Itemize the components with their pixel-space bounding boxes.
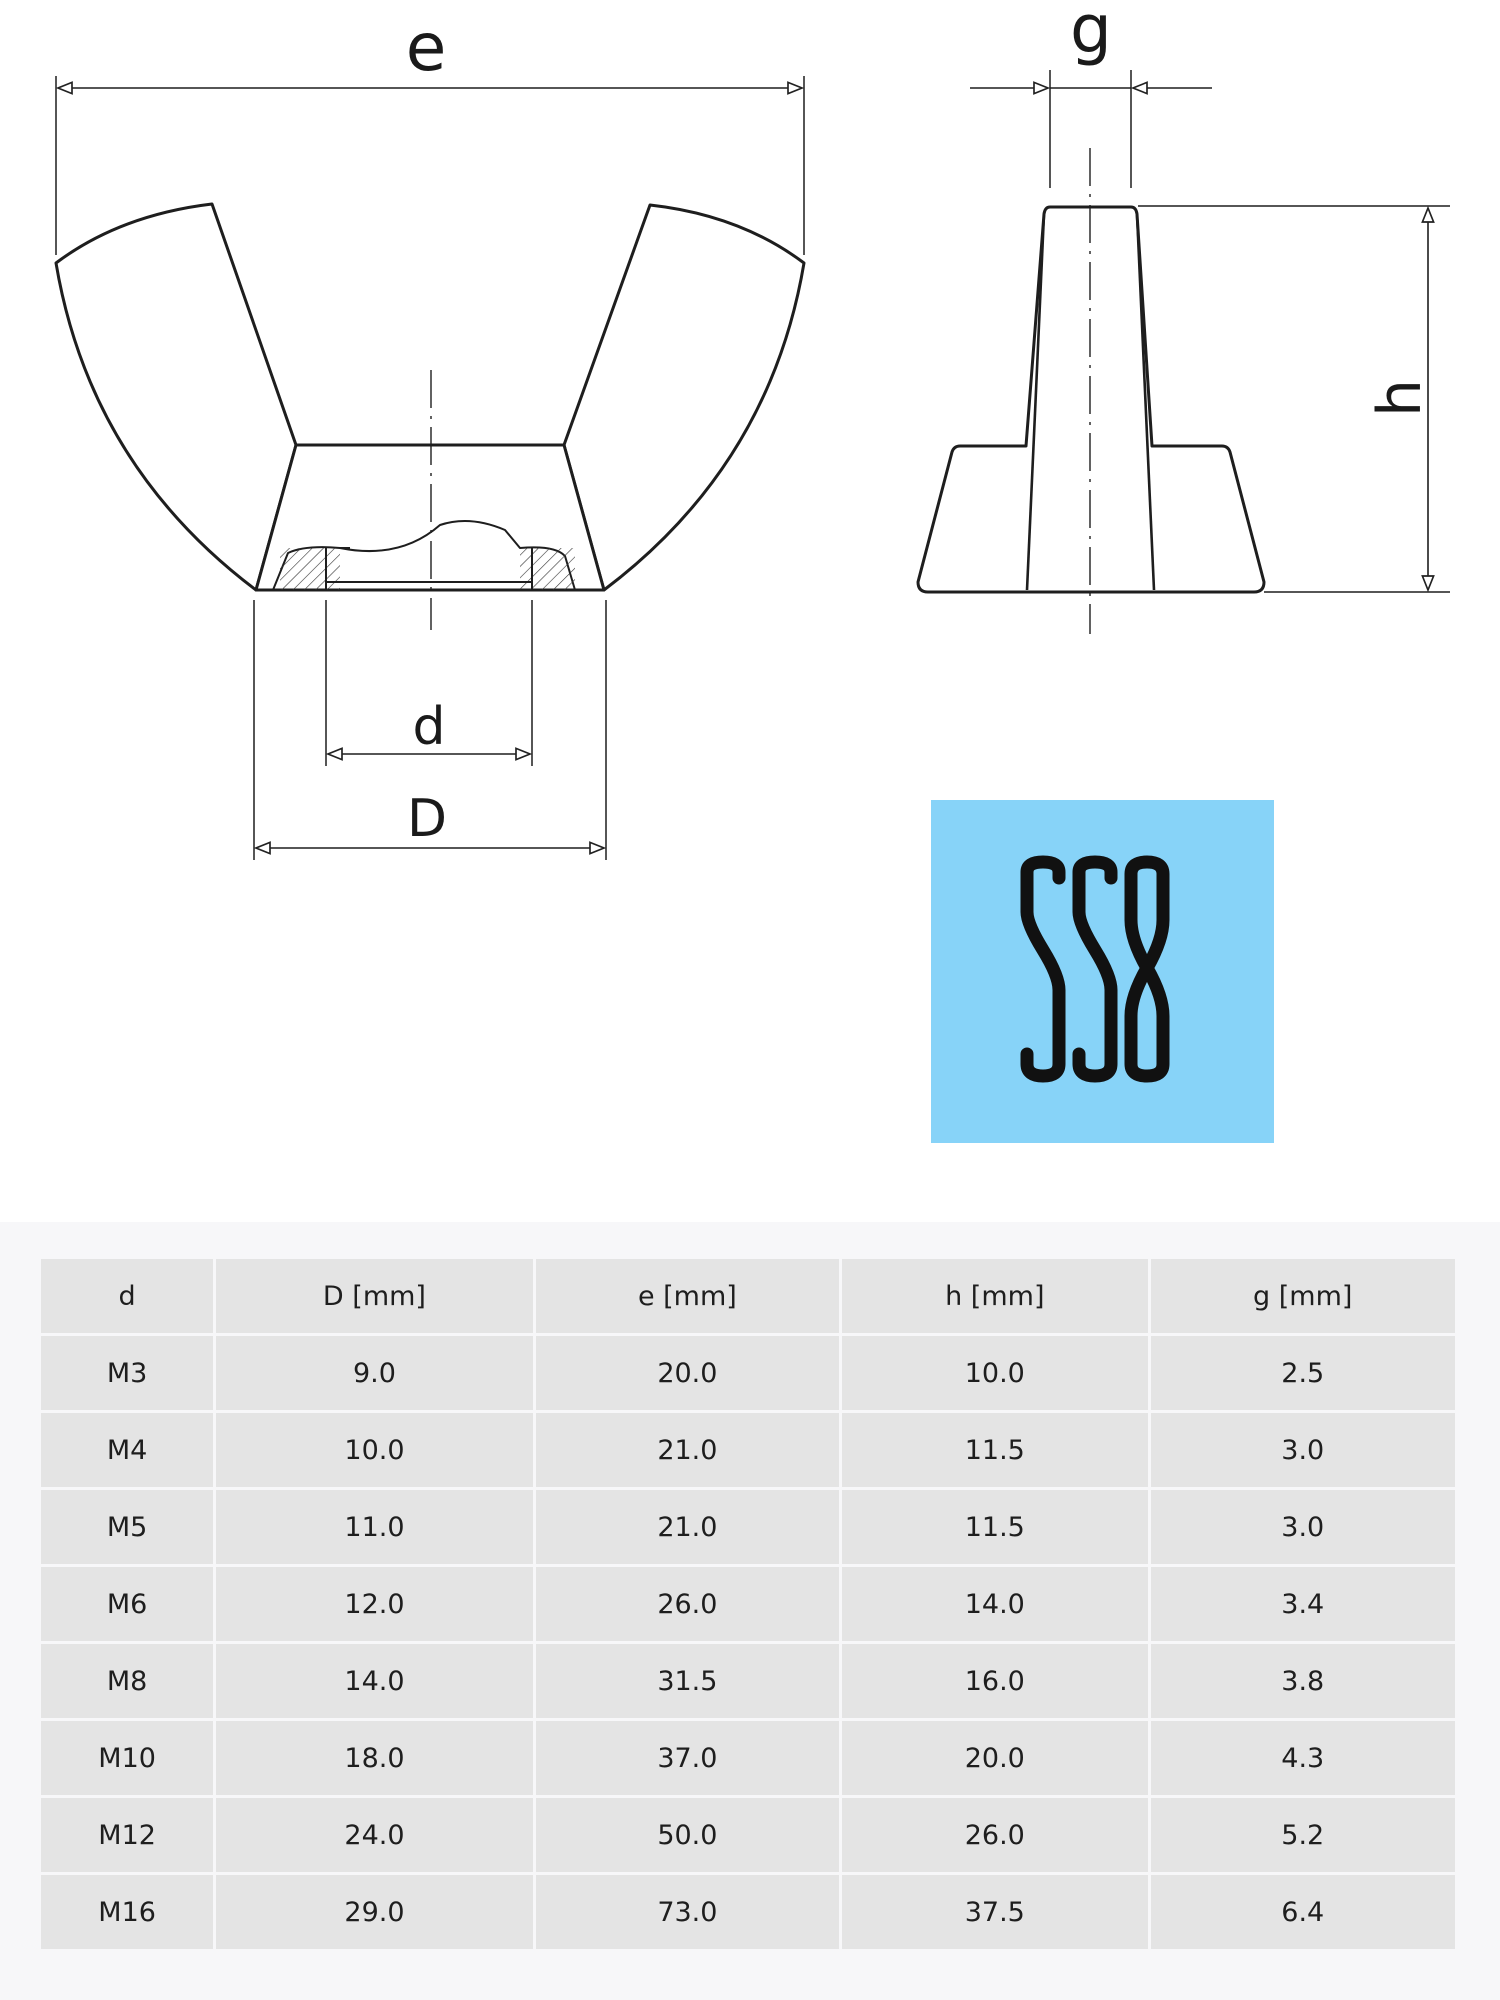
table-row [41, 1413, 1455, 1487]
cell-e: 26.0 [536, 1567, 839, 1641]
cell-g: 3.0 [1151, 1490, 1455, 1564]
label-g: g [1070, 0, 1112, 68]
cell-h: 26.0 [842, 1798, 1147, 1872]
table-header-row [41, 1259, 1455, 1333]
header-h: h [mm] [842, 1259, 1147, 1333]
right-wing [564, 205, 804, 590]
cell-e: 20.0 [536, 1336, 839, 1410]
ss8-logo-mark [931, 800, 1274, 1143]
table-row [41, 1798, 1455, 1872]
cell-D: 12.0 [216, 1567, 532, 1641]
cell-thread: M6 [41, 1567, 213, 1641]
label-e: e [405, 9, 447, 86]
cell-g: 5.2 [1151, 1798, 1455, 1872]
cell-e: 21.0 [536, 1490, 839, 1564]
cell-g: 6.4 [1151, 1875, 1455, 1949]
dimension-table [38, 1256, 1458, 1952]
cell-e: 73.0 [536, 1875, 839, 1949]
cell-D: 9.0 [216, 1336, 532, 1410]
ss8-logo [931, 800, 1274, 1143]
cell-h: 16.0 [842, 1644, 1147, 1718]
header-g: g [mm] [1151, 1259, 1455, 1333]
specification-table-area [0, 1222, 1500, 2000]
cell-D: 14.0 [216, 1644, 532, 1718]
cell-h: 10.0 [842, 1336, 1147, 1410]
side-view [918, 70, 1450, 634]
cell-e: 21.0 [536, 1413, 839, 1487]
cell-g: 3.4 [1151, 1567, 1455, 1641]
cell-e: 50.0 [536, 1798, 839, 1872]
table-row [41, 1721, 1455, 1795]
table-row [41, 1336, 1455, 1410]
cell-h: 37.5 [842, 1875, 1147, 1949]
header-d: d [41, 1259, 213, 1333]
cell-h: 14.0 [842, 1567, 1147, 1641]
cell-g: 3.0 [1151, 1413, 1455, 1487]
cell-g: 3.8 [1151, 1644, 1455, 1718]
cell-thread: M5 [41, 1490, 213, 1564]
table-row [41, 1644, 1455, 1718]
left-wing [56, 204, 296, 590]
cell-g: 4.3 [1151, 1721, 1455, 1795]
cell-thread: M10 [41, 1721, 213, 1795]
cell-h: 20.0 [842, 1721, 1147, 1795]
side-profile [918, 207, 1264, 592]
cell-D: 24.0 [216, 1798, 532, 1872]
label-d: d [412, 697, 446, 757]
cell-g: 2.5 [1151, 1336, 1455, 1410]
cell-thread: M3 [41, 1336, 213, 1410]
cell-h: 11.5 [842, 1490, 1147, 1564]
cell-thread: M12 [41, 1798, 213, 1872]
cell-e: 31.5 [536, 1644, 839, 1718]
table-row [41, 1875, 1455, 1949]
cell-D: 18.0 [216, 1721, 532, 1795]
cell-h: 11.5 [842, 1413, 1147, 1487]
cell-D: 11.0 [216, 1490, 532, 1564]
cell-thread: M4 [41, 1413, 213, 1487]
cell-D: 10.0 [216, 1413, 532, 1487]
cell-thread: M16 [41, 1875, 213, 1949]
cell-thread: M8 [41, 1644, 213, 1718]
label-D: D [406, 789, 448, 849]
table-row [41, 1490, 1455, 1564]
table-row [41, 1567, 1455, 1641]
cell-e: 37.0 [536, 1721, 839, 1795]
header-D: D [mm] [216, 1259, 532, 1333]
header-e: e [mm] [536, 1259, 839, 1333]
label-h: h [1365, 378, 1435, 418]
cell-D: 29.0 [216, 1875, 532, 1949]
